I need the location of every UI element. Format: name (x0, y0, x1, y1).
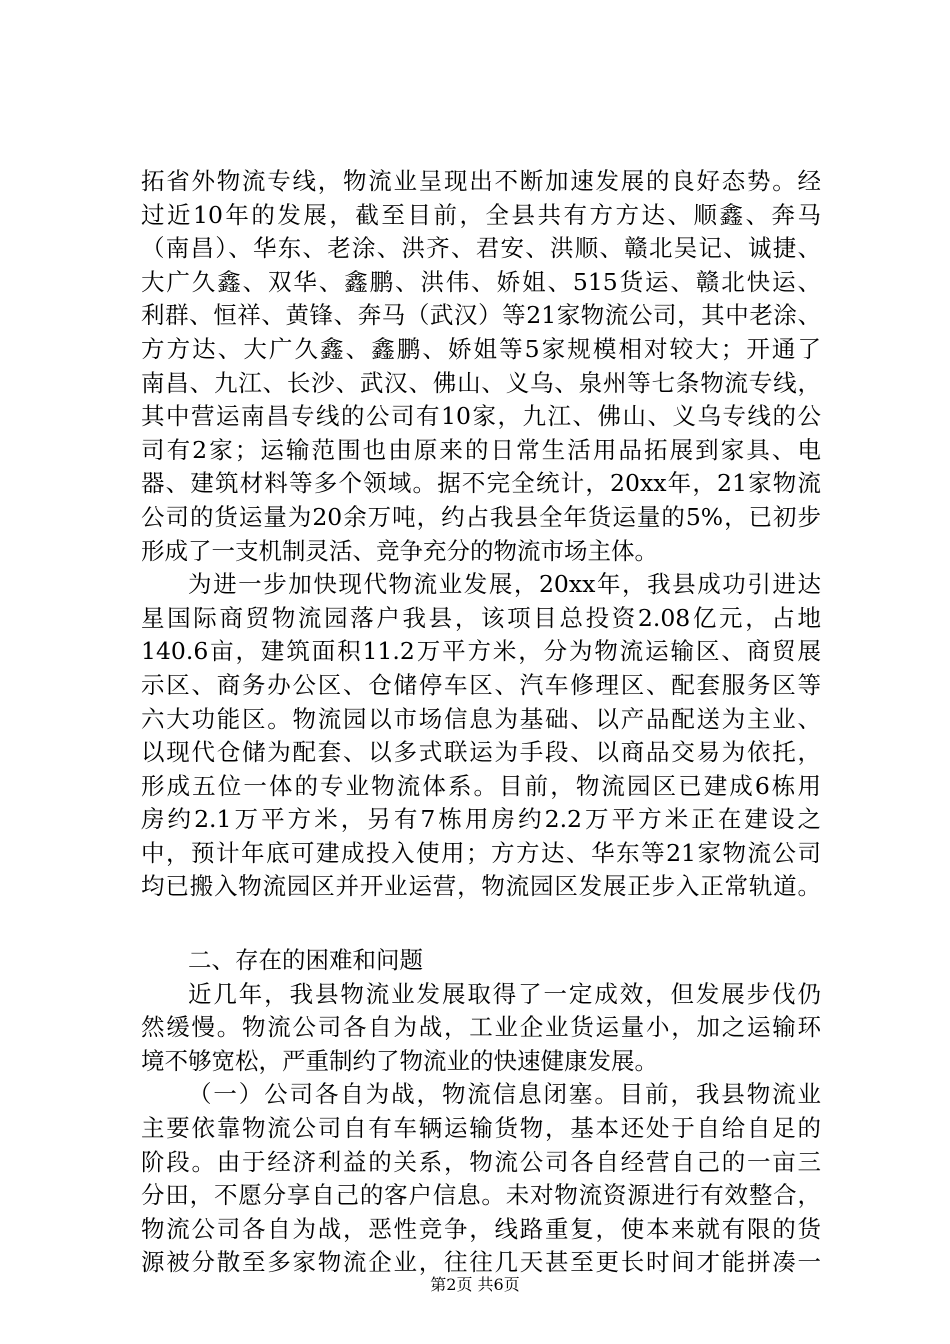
text-line: 器、建筑材料等多个领域。据不完全统计，20xx年，21家物流 (141, 469, 821, 498)
page-number: 第2页 共6页 (430, 1275, 520, 1294)
text-line: 然缓慢。物流公司各自为战，工业企业货运量小，加之运输环 (141, 1013, 821, 1042)
paragraph-2 (141, 568, 821, 904)
document-body (141, 165, 821, 1280)
text-line: 境不够宽松，严重制约了物流业的快速健康发展。 (141, 1046, 658, 1075)
text-line: 其中营运南昌专线的公司有10家，九江、佛山、义乌专线的公 (141, 402, 821, 431)
page-footer (0, 1274, 950, 1296)
text-line: 方方达、大广久鑫、鑫鹏、娇姐等5家规模相对较大；开通了 (141, 334, 821, 363)
text-line: 形成了一支机制灵活、竞争充分的物流市场主体。 (141, 536, 658, 565)
text-line: 为进一步加快现代物流业发展，20xx年，我县成功引进达 (188, 570, 821, 599)
text-line: （一）公司各自为战，物流信息闭塞。目前，我县物流业 (188, 1080, 821, 1109)
text-line: 近几年，我县物流业发展取得了一定成效，但发展步伐仍 (188, 979, 821, 1008)
text-line: （南昌）、华东、老涂、洪齐、君安、洪顺、赣北吴记、诚捷、 (141, 234, 821, 263)
text-line: 140.6亩，建筑面积11.2万平方米，分为物流运输区、商贸展 (141, 637, 821, 666)
text-line: 均已搬入物流园区并开业运营，物流园区发展正步入正常轨道。 (141, 872, 821, 901)
text-line: 阶段。由于经济利益的关系，物流公司各自经营自己的一亩三 (141, 1147, 821, 1176)
section-heading: 二、存在的困难和问题 (188, 946, 423, 975)
paragraph-4 (141, 1078, 821, 1280)
text-line: 形成五位一体的专业物流体系。目前，物流园区已建成6栋用 (141, 771, 821, 800)
text-line: 分田，不愿分享自己的客户信息。未对物流资源进行有效整合， (141, 1181, 821, 1210)
text-line: 以现代仓储为配套、以多式联运为手段、以商品交易为依托， (141, 738, 821, 767)
text-line: 房约2.1万平方米，另有7栋用房约2.2万平方米正在建设之 (141, 805, 821, 834)
text-line: 过近10年的发展，截至目前，全县共有方方达、顺鑫、奔马 (141, 200, 821, 229)
text-line: 公司的货运量为20余万吨，约占我县全年货运量的5%，已初步 (141, 502, 821, 531)
text-line: 示区、商务办公区、仓储停车区、汽车修理区、配套服务区等 (141, 670, 821, 699)
text-line: 中，预计年底可建成投入使用；方方达、华东等21家物流公司 (141, 838, 821, 867)
text-line: 司有2家；运输范围也由原来的日常生活用品拓展到家具、电 (141, 435, 821, 464)
text-line: 星国际商贸物流园落户我县，该项目总投资2.08亿元，占地 (141, 603, 821, 632)
text-line: 南昌、九江、长沙、武汉、佛山、义乌、泉州等七条物流专线， (141, 368, 821, 397)
text-line: 物流公司各自为战，恶性竞争，线路重复，使本来就有限的货 (141, 1214, 821, 1243)
paragraph-3 (141, 978, 821, 1079)
paragraph-1 (141, 165, 821, 568)
text-line: 主要依靠物流公司自有车辆运输货物，基本还处于自给自足的 (141, 1114, 821, 1143)
text-line: 六大功能区。物流园以市场信息为基础、以产品配送为主业、 (141, 704, 821, 733)
text-line: 拓省外物流专线，物流业呈现出不断加速发展的良好态势。经 (141, 167, 821, 195)
text-line: 利群、恒祥、黄锋、奔马（武汉）等21家物流公司，其中老涂、 (141, 301, 821, 330)
text-line: 大广久鑫、双华、鑫鹏、洪伟、娇姐、515货运、赣北快运、 (141, 267, 821, 296)
section-spacer (141, 904, 821, 944)
text-line: 源被分散至多家物流企业，往往几天甚至更长时间才能拼凑一 (141, 1248, 821, 1277)
